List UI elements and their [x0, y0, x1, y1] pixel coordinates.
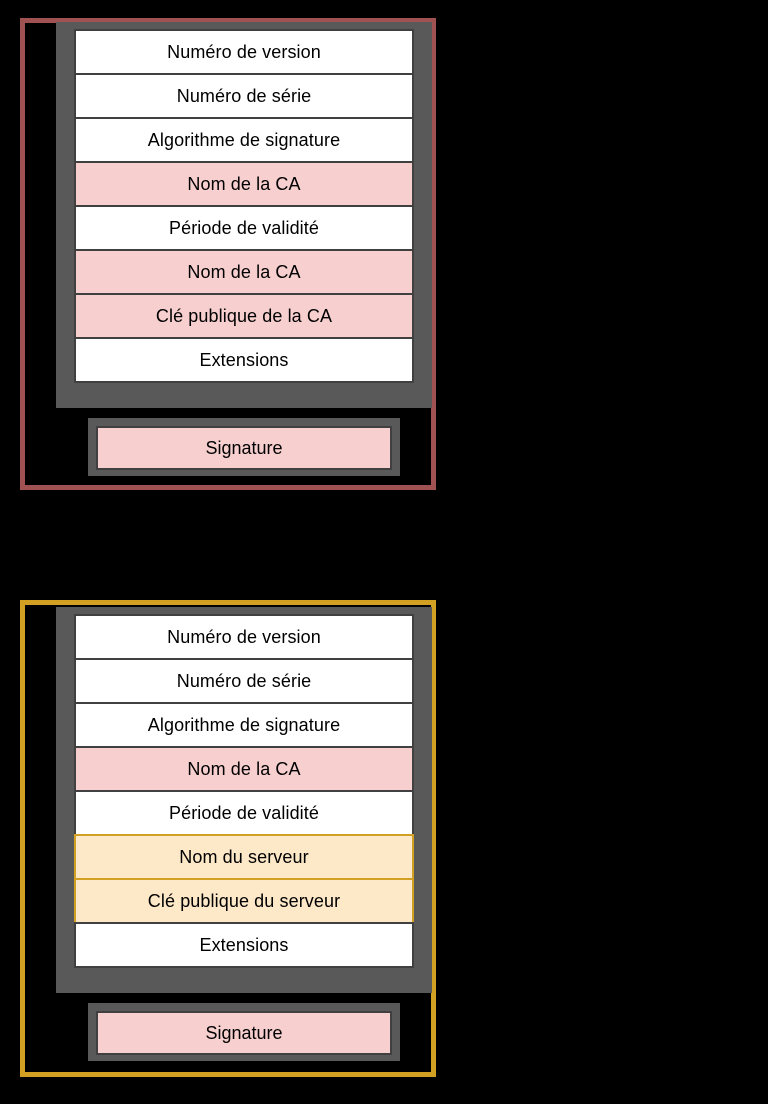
field-ca-public-key: Clé publique de la CA — [74, 293, 414, 339]
field-validity-period: Période de validité — [74, 205, 414, 251]
field-extensions: Extensions — [74, 922, 414, 968]
field-server-public-key: Clé publique du serveur — [74, 878, 414, 924]
server-signature-block: Signature — [96, 1011, 392, 1055]
field-signature-algorithm: Algorithme de signature — [74, 117, 414, 163]
field-issuer-ca-name: Nom de la CA — [74, 746, 414, 792]
ca-signature-block: Signature — [96, 426, 392, 470]
field-version-number: Numéro de version — [74, 29, 414, 75]
field-subject-ca-name: Nom de la CA — [74, 249, 414, 295]
field-extensions: Extensions — [74, 337, 414, 383]
field-serial-number: Numéro de série — [74, 73, 414, 119]
server-certificate-fields — [74, 614, 414, 968]
field-validity-period: Période de validité — [74, 790, 414, 836]
field-signature-algorithm: Algorithme de signature — [74, 702, 414, 748]
ca-certificate-fields — [74, 29, 414, 383]
field-server-name: Nom du serveur — [74, 834, 414, 880]
field-issuer-ca-name: Nom de la CA — [74, 161, 414, 207]
field-version-number: Numéro de version — [74, 614, 414, 660]
field-serial-number: Numéro de série — [74, 658, 414, 704]
